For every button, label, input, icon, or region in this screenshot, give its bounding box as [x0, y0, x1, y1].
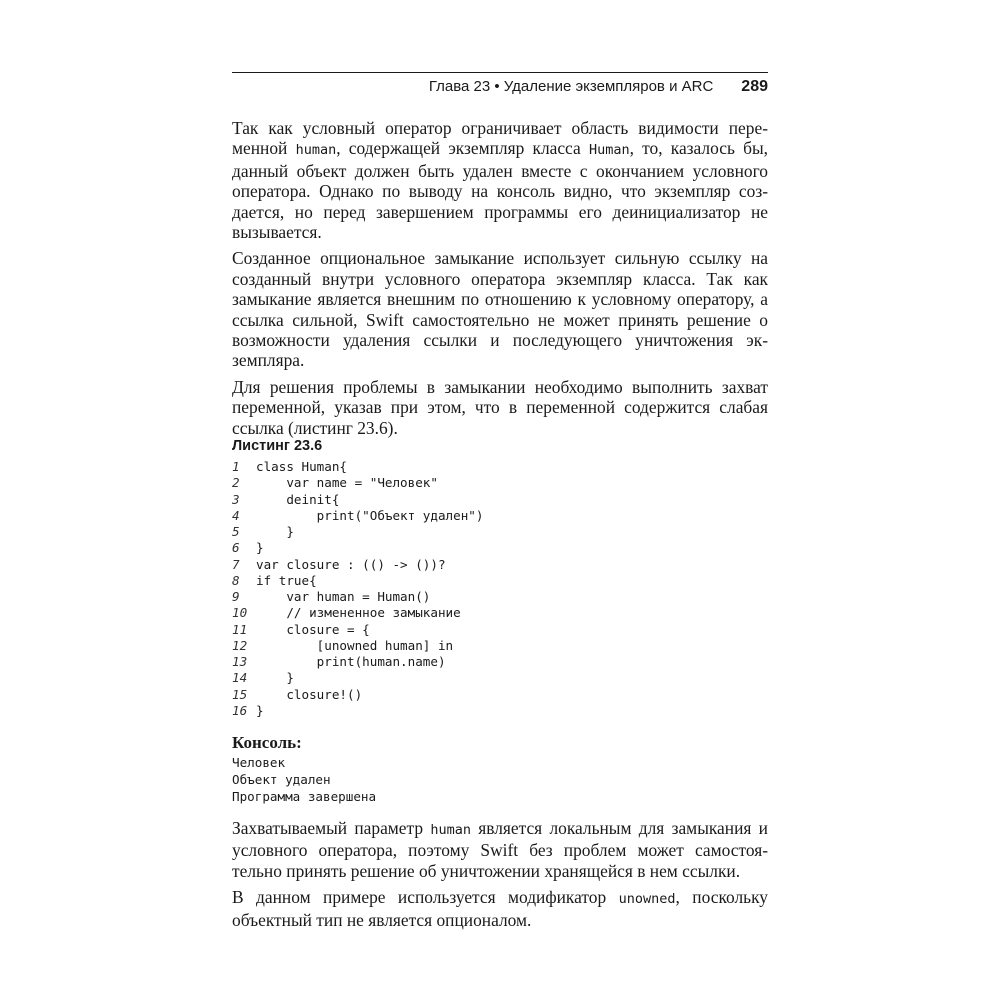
code-text: if true{	[256, 572, 317, 588]
running-header	[232, 78, 768, 100]
line-number: 2	[232, 475, 240, 491]
text-run: Так как условный оператор ограничивает область видимости пере-менной	[232, 118, 768, 159]
code-text: var human = Human()	[256, 589, 431, 604]
code-text: closure!()	[256, 686, 363, 702]
code-line	[232, 557, 768, 573]
code-line	[232, 605, 768, 621]
console-output	[232, 754, 376, 805]
code-line	[232, 589, 768, 605]
text-run: В данном примере используется модификатор	[232, 887, 619, 908]
paragraph	[232, 118, 768, 242]
text-run: , поскольку объектный тип не является опционалом.	[232, 887, 769, 930]
line-number: 3	[232, 491, 240, 507]
line-number: 13	[232, 654, 248, 669]
text-run: , то, казалось бы, данный объект должен быть удален вместе с окончанием условного оператора. Однако по выводу на консоль видно, что экземпляр соз-дается, но перед завершением программы его деинициализатор не вызывается.	[232, 138, 768, 243]
console-line: Программа завершена	[232, 789, 377, 804]
paragraph	[232, 377, 768, 438]
line-number: 5	[232, 524, 240, 539]
inline-code: unowned	[618, 891, 676, 908]
body-text	[232, 118, 768, 444]
line-number: 9	[232, 589, 240, 604]
paragraph	[232, 248, 768, 370]
line-number: 8	[232, 572, 240, 588]
code-line	[232, 475, 768, 491]
code-text: }	[256, 670, 294, 686]
code-text: }	[256, 702, 264, 718]
code-text: [unowned human] in	[256, 637, 454, 653]
line-number: 1	[232, 459, 240, 474]
line-number: 11	[232, 621, 248, 637]
inline-code: Human	[588, 142, 630, 159]
code-line	[232, 492, 768, 508]
code-line	[232, 508, 768, 524]
code-text: var closure : (() -> ())?	[256, 556, 446, 572]
code-text: var name = "Человек"	[256, 475, 438, 491]
listing-title: Листинг 23.6	[232, 438, 323, 454]
line-number: 16	[232, 702, 248, 718]
line-number: 6	[232, 540, 240, 556]
console-line: Человек	[232, 755, 286, 770]
console-title: Консоль:	[232, 733, 302, 752]
chapter-title: Глава 23 • Удаление экземпляров и ARC	[428, 78, 714, 95]
code-text: closure = {	[256, 621, 370, 637]
code-line	[232, 638, 768, 654]
text-run: Созданное опциональное замыкание использует сильную ссылку на созданный внутри условного оператора экземпляр класса. Так как замыкание является внешним по отношению к условному оператору, а ссылка сильной, Swift самостоятельно не может принять решение о возможности удаления ссылки и последующего уничтожения эк-земпляра.	[232, 248, 768, 371]
code-line	[232, 687, 768, 703]
code-line	[232, 573, 768, 589]
code-listing	[232, 459, 768, 719]
code-line	[232, 459, 768, 475]
text-run: Захватываемый параметр	[232, 818, 431, 838]
code-text: }	[256, 524, 294, 539]
line-number: 12	[232, 637, 248, 653]
code-text: }	[256, 540, 264, 556]
text-run: Для решения проблемы в замыкании необходимо выполнить захват переменной, указав при этом, что в переменной содержится слабая ссылка (листинг 23.6).	[232, 376, 768, 438]
code-line	[232, 540, 768, 556]
line-number: 7	[232, 556, 240, 572]
line-number: 10	[232, 605, 248, 621]
page-number: 289	[741, 78, 768, 95]
code-text: // измененное замыкание	[256, 605, 461, 621]
console-line: Объект удален	[232, 772, 331, 787]
code-text: deinit{	[256, 491, 340, 507]
text-run: , содержащей экземпляр класса	[336, 138, 589, 159]
text-run: является локальным для замыкания и условного оператора, поэтому Swift без проблем может самостоя-тельно принять решение об уничтожении хранящейся в нем ссылки.	[232, 818, 768, 881]
code-line	[232, 524, 768, 540]
body-text-continued	[232, 818, 768, 936]
code-line	[232, 670, 768, 686]
inline-code: human	[430, 822, 471, 838]
inline-code: human	[295, 142, 337, 159]
code-line	[232, 622, 768, 638]
line-number: 15	[232, 686, 248, 702]
code-text: class Human{	[256, 459, 347, 474]
header-rule	[232, 72, 768, 73]
code-text: print(human.name)	[256, 654, 446, 669]
code-text: print("Объект удален")	[256, 507, 484, 523]
line-number: 4	[232, 507, 240, 523]
paragraph	[232, 818, 768, 881]
line-number: 14	[232, 670, 248, 686]
paragraph	[232, 887, 768, 930]
code-line	[232, 703, 768, 719]
code-line	[232, 654, 768, 670]
